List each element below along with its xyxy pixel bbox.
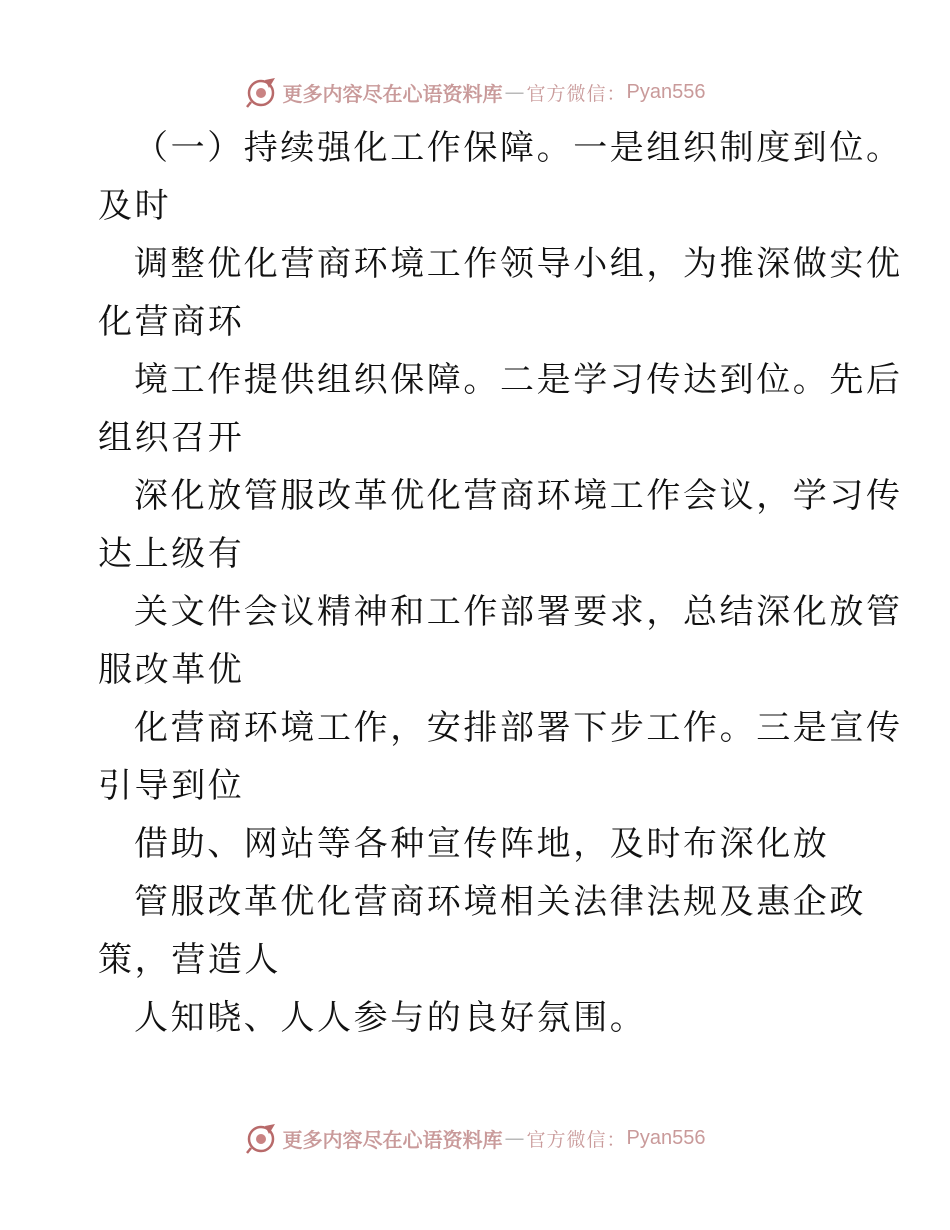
banner-main-text: 更多内容尽在心语资料库	[282, 1127, 503, 1152]
banner-wechat-id: Pyan556	[626, 1126, 706, 1149]
document-line: 策，营造人	[98, 940, 281, 980]
document-line: 及时	[98, 186, 172, 226]
banner-separator: —	[504, 80, 525, 104]
document-line: 化营商环境工作，安排部署下步工作。三是宣传	[134, 708, 903, 748]
document-line: 关文件会议精神和工作部署要求，总结深化放管	[134, 592, 903, 632]
document-line: 引导到位	[98, 766, 245, 806]
footer-watermark-banner	[0, 1118, 950, 1158]
document-line: 组织召开	[98, 418, 245, 458]
document-line: （一）持续强化工作保障。一是组织制度到位。	[134, 128, 903, 168]
document-line: 人知晓、人人参与的良好氛围。	[134, 998, 647, 1038]
banner-main-text: 更多内容尽在心语资料库	[282, 81, 503, 106]
document-line: 深化放管服改革优化营商环境工作会议，学习传	[134, 476, 903, 516]
banner-wechat-label: 官方微信：	[526, 1128, 627, 1151]
quill-logo-icon	[245, 1122, 277, 1154]
document-line: 达上级有	[98, 534, 245, 574]
document-line: 化营商环	[98, 302, 245, 342]
banner-wechat-id: Pyan556	[626, 80, 706, 103]
document-line: 境工作提供组织保障。二是学习传达到位。先后	[134, 360, 903, 400]
document-line: 服改革优	[98, 650, 245, 690]
document-line: 借助、网站等各种宣传阵地，及时布深化放	[134, 824, 830, 864]
document-line: 管服改革优化营商环境相关法律法规及惠企政	[134, 882, 866, 922]
banner-separator: —	[504, 1126, 525, 1150]
quill-logo-icon	[245, 76, 277, 108]
banner-wechat-label: 官方微信：	[526, 82, 627, 105]
document-line: 调整优化营商环境工作领导小组，为推深做实优	[134, 244, 903, 284]
header-watermark-banner	[0, 72, 950, 112]
